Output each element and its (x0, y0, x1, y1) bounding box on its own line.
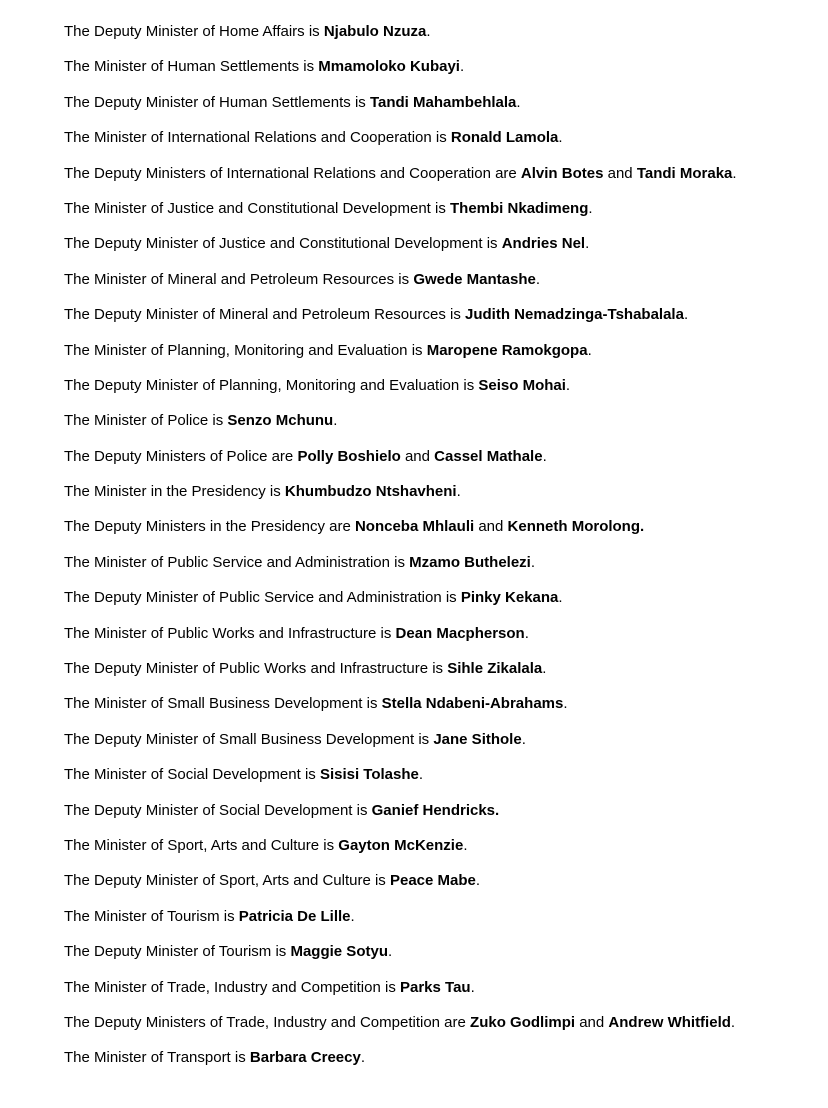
line-punctuation: . (558, 589, 563, 607)
appointment-role-text: The Deputy Minister of Public Service and Administration is (64, 589, 461, 607)
appointment-line (64, 233, 814, 268)
line-punctuation: . (470, 978, 475, 996)
appointee-name: Thembi Nkadimeng (450, 199, 589, 217)
appointment-role-text: The Deputy Minister of Tourism is (64, 943, 291, 961)
appointment-line (64, 304, 814, 339)
appointment-line (64, 835, 814, 870)
appointment-line (64, 623, 814, 658)
appointment-line (64, 870, 814, 905)
appointment-line (64, 21, 814, 56)
appointment-role-text: The Deputy Minister of Mineral and Petroleum Resources is (64, 306, 466, 324)
line-punctuation: . (516, 93, 521, 111)
appointment-line (64, 800, 814, 835)
appointment-line (64, 481, 814, 516)
conjunction-text: and (474, 518, 508, 536)
appointee-name: Ganief Hendricks. (371, 801, 500, 819)
line-punctuation: . (565, 376, 571, 394)
appointee-name: Kenneth Morolong. (507, 518, 645, 536)
appointment-role-text: The Minister of Public Service and Administration is (64, 553, 410, 571)
appointment-role-text: The Deputy Ministers in the Presidency are (64, 518, 355, 536)
line-punctuation: . (456, 483, 461, 501)
appointee-name: Ronald Lamola (450, 129, 559, 147)
appointment-line (64, 163, 814, 198)
appointment-line (64, 92, 814, 127)
appointment-line (64, 729, 814, 764)
appointment-role-text: The Minister of Tourism is (64, 907, 239, 925)
appointee-name: Dean Macpherson (395, 624, 525, 642)
appointment-role-text: The Minister of Trade, Industry and Competition is (64, 978, 400, 996)
appointee-name: Mmamoloko Kubayi (318, 58, 460, 76)
appointee-name: Alvin Botes (520, 164, 604, 182)
line-punctuation: . (360, 1049, 365, 1067)
line-punctuation: . (587, 341, 592, 359)
appointee-name: Khumbudzo Ntshavheni (284, 483, 457, 501)
appointee-name: Cassel Mathale (434, 447, 543, 465)
appointment-line (64, 410, 814, 445)
appointment-role-text: The Minister of International Relations and Cooperation is (64, 129, 451, 147)
line-punctuation: . (535, 270, 541, 288)
line-punctuation: . (588, 199, 593, 217)
conjunction-text: and (575, 1013, 609, 1031)
appointment-line (64, 552, 814, 587)
appointment-role-text: The Minister of Police is (64, 412, 228, 430)
appointment-line (64, 693, 814, 728)
appointment-role-text: The Deputy Ministers of International Relations and Cooperation are (64, 164, 521, 182)
appointment-role-text: The Deputy Ministers of Trade, Industry and Competition are (64, 1013, 471, 1031)
line-punctuation: . (475, 872, 481, 890)
appointee-name: Andries Nel (501, 235, 586, 253)
cabinet-list (64, 21, 814, 1083)
appointment-line (64, 1047, 814, 1082)
appointee-name: Maropene Ramokgopa (426, 341, 588, 359)
appointee-name: Mzamo Buthelezi (409, 553, 531, 571)
appointment-role-text: The Deputy Minister of Sport, Arts and Culture is (64, 872, 390, 890)
appointee-name: Sisisi Tolashe (319, 766, 419, 784)
appointment-line (64, 340, 814, 375)
appointment-line (64, 587, 814, 622)
appointment-role-text: The Minister of Human Settlements is (64, 58, 319, 76)
appointee-name: Jane Sithole (433, 730, 522, 748)
appointment-role-text: The Minister of Mineral and Petroleum Resources is (64, 270, 414, 288)
appointee-name: Parks Tau (399, 978, 471, 996)
appointment-line (64, 764, 814, 799)
appointment-role-text: The Deputy Minister of Small Business Development is (64, 730, 434, 748)
conjunction-text: and (603, 164, 637, 182)
appointment-line (64, 941, 814, 976)
appointee-name: Pinky Kekana (460, 589, 559, 607)
appointment-role-text: The Minister of Planning, Monitoring and Evaluation is (64, 341, 427, 359)
appointee-name: Tandi Moraka (636, 164, 733, 182)
appointee-name: Stella Ndabeni-Abrahams (381, 695, 564, 713)
appointment-line (64, 127, 814, 162)
appointment-line (64, 977, 814, 1012)
line-punctuation: . (530, 553, 536, 571)
appointee-name: Peace Mabe (389, 872, 476, 890)
line-punctuation: . (350, 907, 355, 925)
line-punctuation: . (463, 836, 468, 854)
appointment-role-text: The Deputy Minister of Social Development is (64, 801, 372, 819)
appointment-line (64, 446, 814, 481)
line-punctuation: . (683, 306, 689, 324)
appointee-name: Judith Nemadzinga-Tshabalala (465, 306, 684, 324)
appointment-line (64, 516, 814, 551)
appointee-name: Andrew Whitfield (608, 1013, 731, 1031)
appointment-line (64, 906, 814, 941)
line-punctuation: . (563, 695, 568, 713)
appointment-line (64, 375, 814, 410)
appointment-role-text: The Minister of Public Works and Infrastructure is (64, 624, 396, 642)
appointee-name: Seiso Mohai (478, 376, 566, 394)
appointment-line (64, 269, 814, 304)
appointment-role-text: The Minister of Transport is (64, 1049, 250, 1067)
line-punctuation: . (542, 447, 547, 465)
line-punctuation: . (418, 766, 424, 784)
line-punctuation: . (585, 235, 590, 253)
appointee-name: Tandi Mahambehlala (369, 93, 517, 111)
appointment-role-text: The Minister of Small Business Development is (64, 695, 382, 713)
appointment-role-text: The Deputy Minister of Human Settlements is (64, 93, 370, 111)
conjunction-text: and (400, 447, 435, 465)
line-punctuation: . (521, 730, 526, 748)
appointment-line (64, 1012, 814, 1047)
appointment-role-text: The Minister of Justice and Constitutional Development is (64, 199, 451, 217)
line-punctuation: . (387, 943, 393, 961)
appointee-name: Maggie Sotyu (290, 943, 388, 961)
line-punctuation: . (459, 58, 465, 76)
appointee-name: Gayton McKenzie (338, 836, 464, 854)
appointment-line (64, 658, 814, 693)
appointment-role-text: The Minister of Social Development is (64, 766, 320, 784)
appointment-role-text: The Deputy Ministers of Police are (64, 447, 298, 465)
appointment-role-text: The Deputy Minister of Home Affairs is (64, 23, 324, 40)
appointment-line (64, 198, 814, 233)
line-punctuation: . (524, 624, 529, 642)
appointee-name: Zuko Godlimpi (470, 1013, 576, 1031)
appointment-role-text: The Minister of Sport, Arts and Culture is (64, 836, 339, 854)
appointee-name: Nonceba Mhlauli (354, 518, 475, 536)
line-punctuation: . (426, 23, 431, 40)
appointee-name: Senzo Mchunu (227, 412, 334, 430)
line-punctuation: . (333, 412, 338, 430)
appointee-name: Patricia De Lille (238, 907, 351, 925)
appointment-role-text: The Deputy Minister of Planning, Monitoring and Evaluation is (64, 376, 479, 394)
appointee-name: Polly Boshielo (297, 447, 401, 465)
appointee-name: Sihle Zikalala (447, 660, 543, 678)
appointment-role-text: The Minister in the Presidency is (64, 483, 285, 501)
line-punctuation: . (558, 129, 563, 147)
appointment-role-text: The Deputy Minister of Justice and Constitutional Development is (64, 235, 502, 253)
line-punctuation: . (730, 1013, 736, 1031)
appointee-name: Barbara Creecy (249, 1049, 361, 1067)
appointment-role-text: The Deputy Minister of Public Works and Infrastructure is (64, 660, 448, 678)
line-punctuation: . (542, 660, 547, 678)
appointee-name: Gwede Mantashe (413, 270, 536, 288)
appointment-line (64, 56, 814, 91)
line-punctuation: . (732, 164, 737, 182)
appointee-name: Njabulo Nzuza (323, 23, 427, 40)
